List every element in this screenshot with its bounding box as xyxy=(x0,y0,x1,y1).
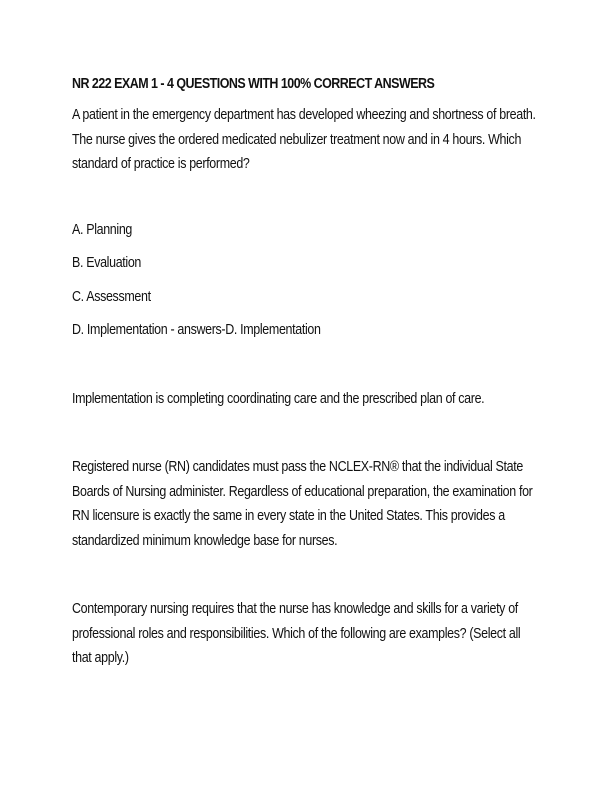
question-1-text-content: A patient in the emergency department has developed wheezing and shortness of breath. The nurse gives the ordered medicated nebulizer treatment now and in 4 hours. Which standard of practice is performed? xyxy=(72,107,536,172)
question-3-text-content: Contemporary nursing requires that the nurse has knowledge and skills for a variety of professional roles and responsibilities. Which of the following are examples? (Select all that apply.) xyxy=(72,601,521,666)
document-title: NR 222 EXAM 1 - 4 QUESTIONS WITH 100% CORRECT ANSWERS xyxy=(72,76,435,92)
option-c: C. Assessment xyxy=(72,288,151,305)
paragraph-2 xyxy=(72,455,542,553)
option-a: A. Planning xyxy=(72,221,132,238)
option-b: B. Evaluation xyxy=(72,255,142,271)
question-1-text xyxy=(72,103,542,177)
question-1-rationale-content: Implementation is completing coordinating care and the prescribed plan of care. xyxy=(72,390,485,407)
document-page xyxy=(72,74,542,671)
option-d-answer: D. Implementation - answers-D. Implementation xyxy=(72,322,321,338)
question-3-text xyxy=(72,597,542,671)
paragraph-2-content: Registered nurse (RN) candidates must pass the NCLEX-RN® that the individual State Boards of Nursing administer. Regardless of educational preparation, the examination for RN licensure is exactly the same in every state in the United States. This provides a standardized minimum knowledge base for nurses. xyxy=(72,459,533,549)
question-1-options xyxy=(72,218,542,343)
question-1-rationale xyxy=(72,387,542,412)
